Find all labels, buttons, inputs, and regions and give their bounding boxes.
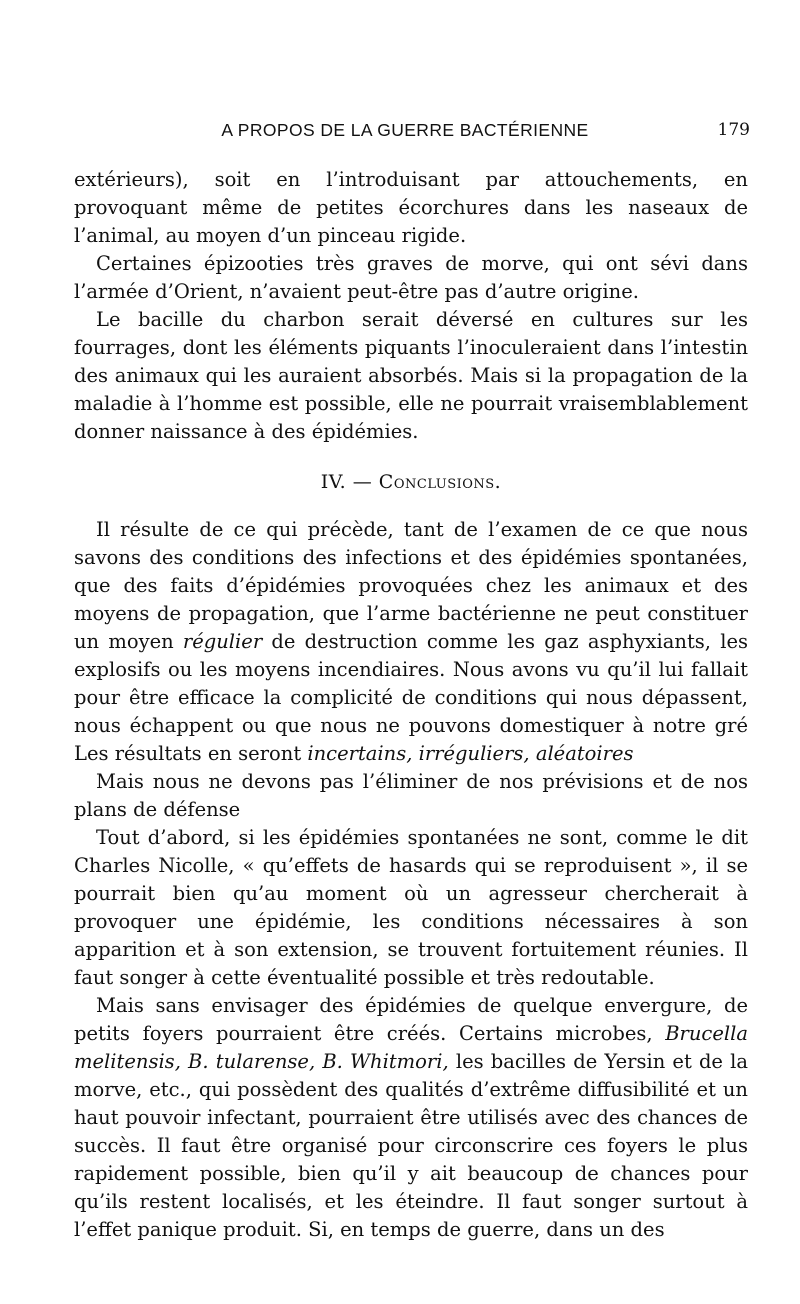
italic-run: Brucella melitensis, B. tularense, B. Whitmori, [74,1022,748,1073]
section-title: Conclusions. [378,471,502,493]
text-run: Mais sans envisager des épidémies de quelque envergure, de petits foyers pourraient être créés. Certains microbes, [74,994,748,1045]
page-number: 179 [717,120,750,140]
italic-run: régulier [182,630,263,653]
running-title: A PROPOS DE LA GUERRE BACTÉRIENNE [221,120,589,140]
paragraph-defense: Mais nous ne devons pas l’éliminer de nos prévisions et de nos plans de défense [74,770,748,821]
paragraph-charbon: Le bacille du charbon serait déversé en cultures sur les fourrages, dont les éléments piquants l’inoculeraient dans l’intestin des animaux qui les auraient absorbés. Mais si la propagation de la maladie à l’homme est possible, elle ne pourrait vraisemblablement donner naissance à des épidémies. [74,308,748,443]
paragraph-continuation: extérieurs), soit en l’introduisant par attouchements, en provoquant même de petites écorchures dans les naseaux de l’animal, au moyen d’un pinceau rigide. [74,168,748,247]
paragraph-resulte [74,516,748,768]
italic-run: incertains, irréguliers, aléatoires [307,742,634,765]
text-run: les bacilles de Yersin et de la morve, etc., qui possèdent des qualités d’extrême diffusibilité et un haut pouvoir infectant, pourraient être utilisés avec des chances de succès. Il faut être organisé pour circonscrire ces foyers le plus rapidement possible, bien qu’il y ait beaucoup de chances pour qu’ils restent localisés, et les éteindre. Il faut songer surtout à l’effet panique produit. Si, en temps de guerre, dans un des [74,1050,748,1241]
body-text-top [74,166,748,446]
running-head [60,118,750,144]
text-run: de destruction comme les gaz asphyxiants, les explosifs ou les moyens incendiaires. Nous avons vu qu’il lui fallait pour être efficace la complicité de conditions qui nous dépassent, nous échappent ou que nous ne pouvons domestiquer à notre gré Les résultats en seront [74,630,748,765]
paragraph-foyers [74,992,748,1244]
paragraph-morve: Certaines épizooties très graves de morve, qui ont sévi dans l’armée d’Orient, n’avaient peut-être pas d’autre origine. [74,252,748,303]
section-heading [74,468,748,496]
text-run: Il résulte de ce qui précède, tant de l’examen de ce que nous savons des conditions des infections et des épidémies spontanées, que des faits d’épidémies provoquées chez les animaux et des moyens de propagation, que l’arme bactérienne ne peut constituer un moyen [74,518,748,653]
body-text-conclusions [74,516,748,1244]
paragraph-nicolle: Tout d’abord, si les épidémies spontanées ne sont, comme le dit Charles Nicolle, « qu’effets de hasards qui se reproduisent », il se pourrait bien qu’au moment où un agresseur chercherait à provoquer une épidémie, les conditions nécessaires à son apparition et à son extension, se trouvent fortuitement réunies. Il faut songer à cette éventualité possible et très redoutable. [74,826,748,989]
section-heading-wrap [74,468,748,496]
section-number: IV. — [320,471,379,493]
